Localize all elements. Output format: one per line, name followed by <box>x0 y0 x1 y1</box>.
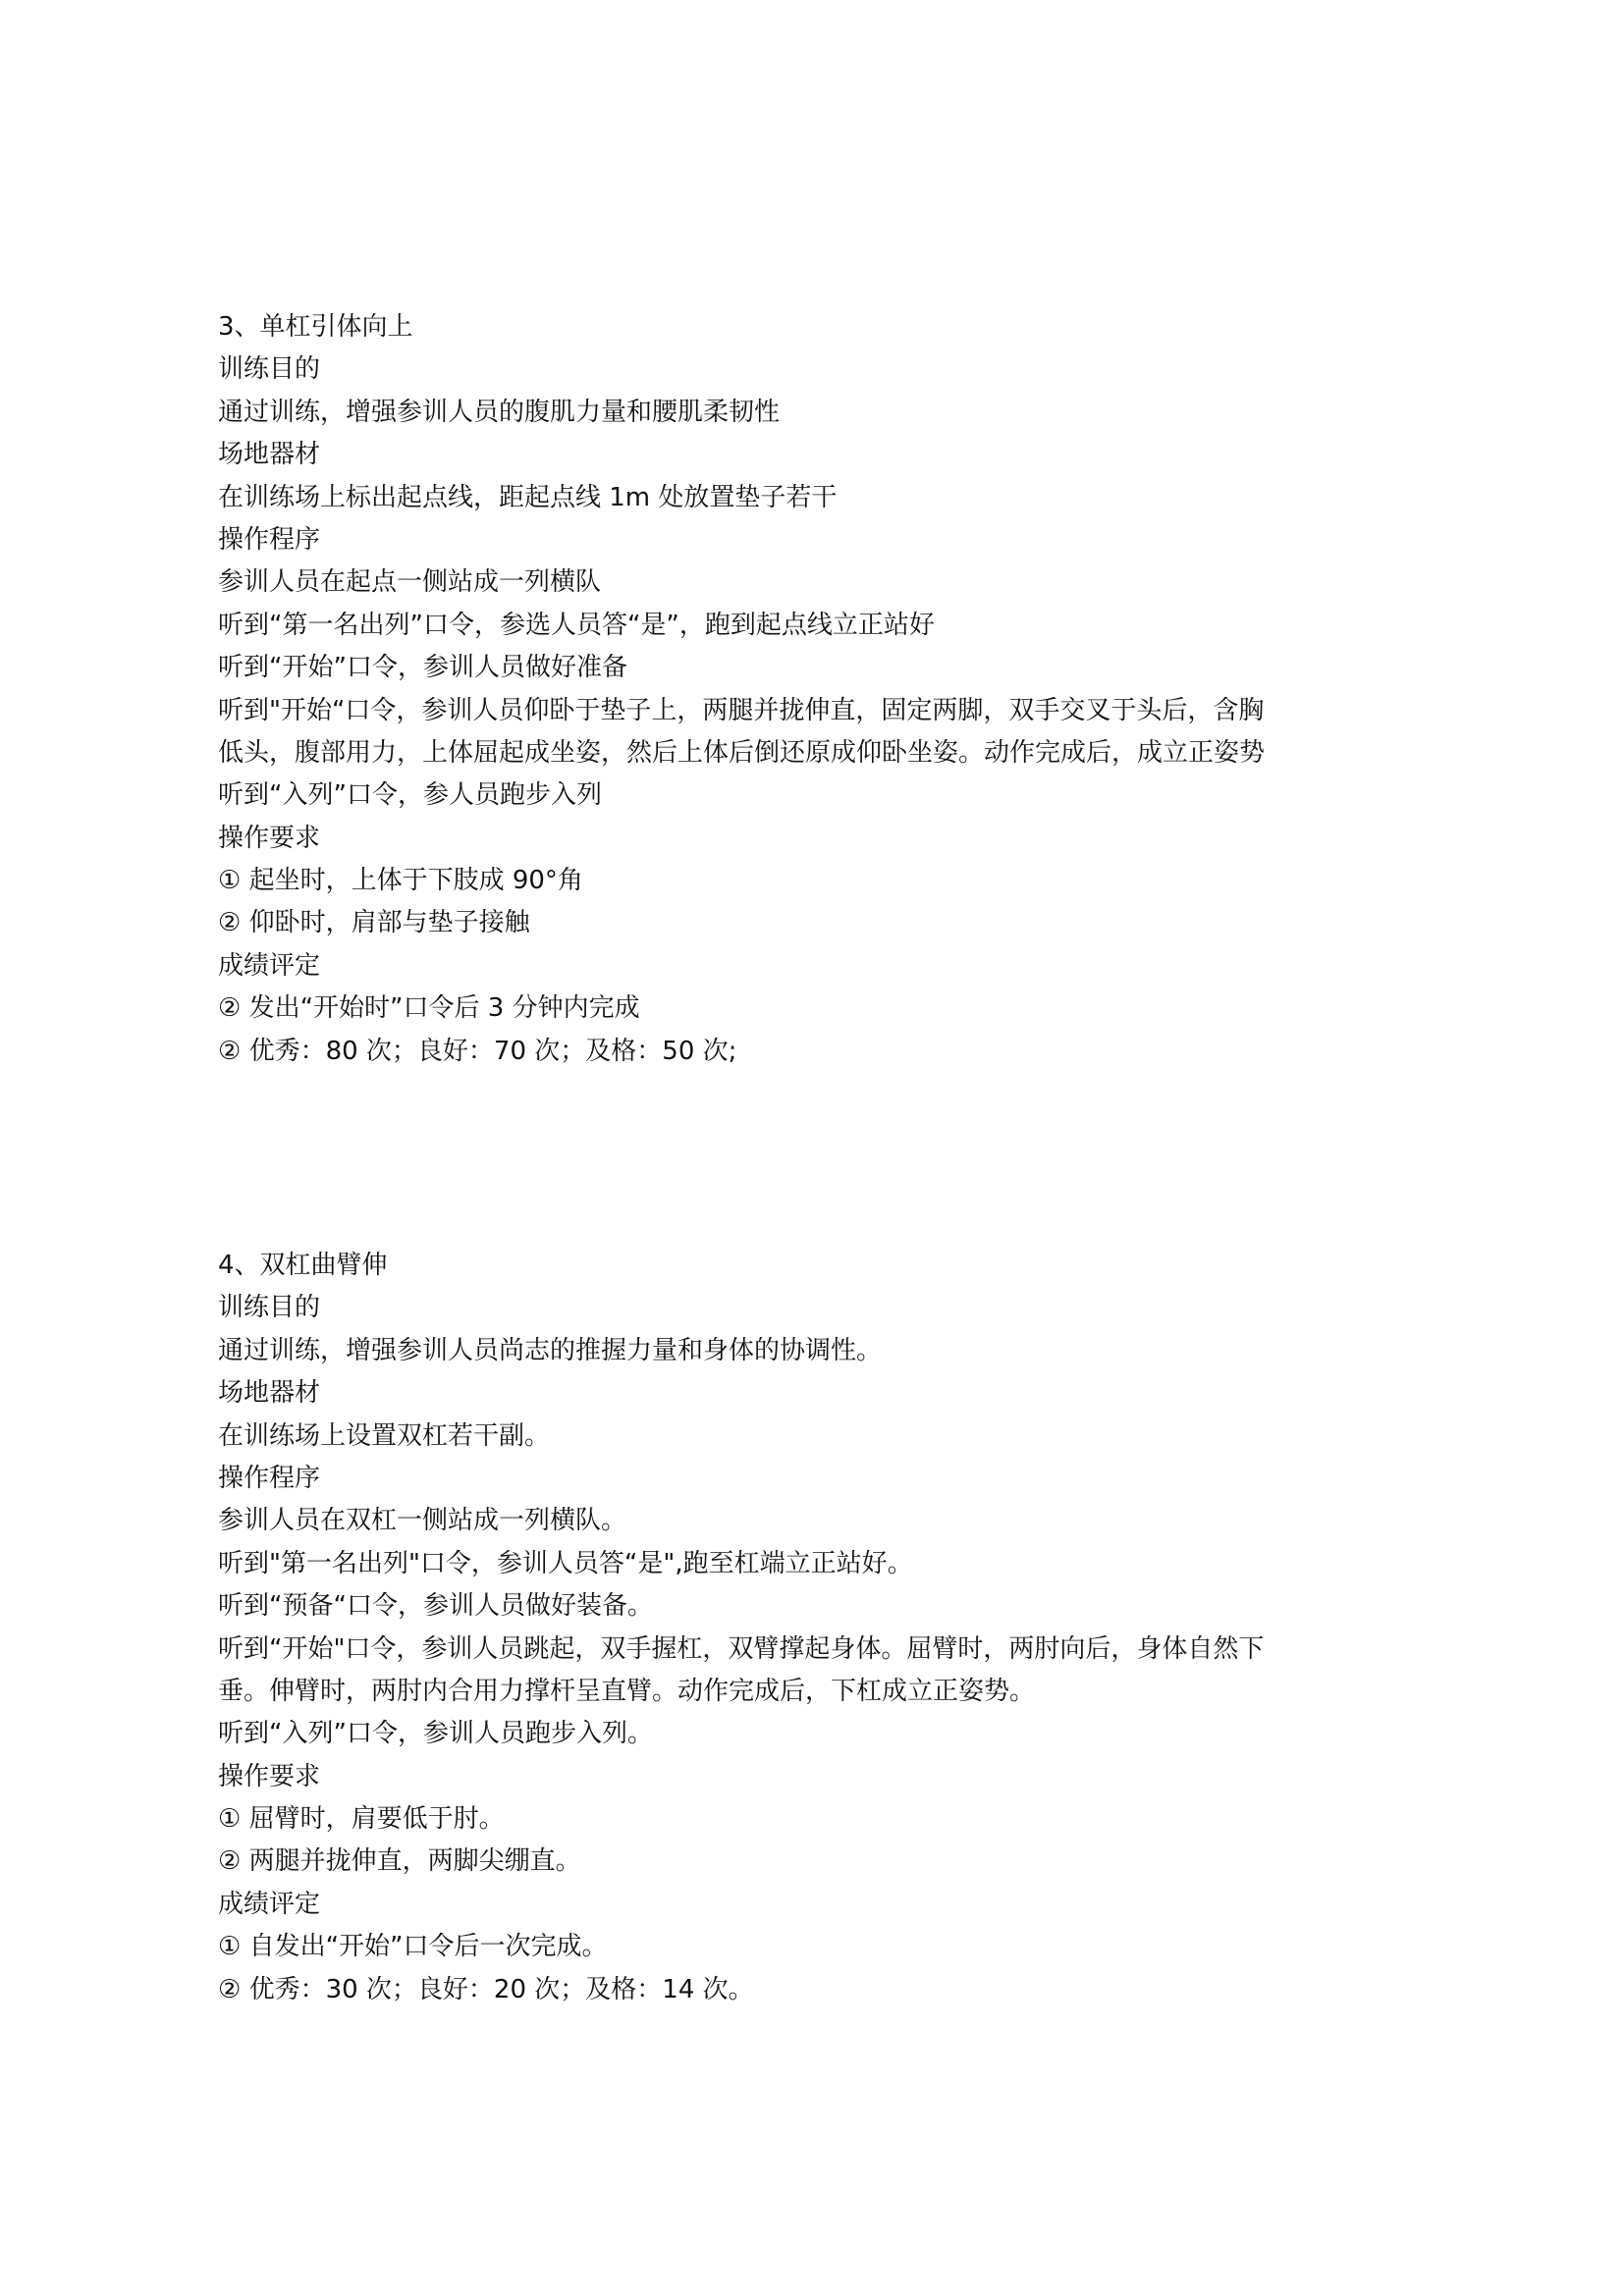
scoring-item: ② 发出“开始时”口令后 3 分钟内完成 <box>218 993 640 1024</box>
section-title: 3、单杠引体向上 <box>218 312 413 342</box>
requirement-item: ① 屈臂时，肩要低于肘。 <box>218 1804 505 1835</box>
procedure-step: 参训人员在双杠一侧站成一列横队。 <box>218 1506 627 1536</box>
requirements-heading: 操作要求 <box>218 1761 321 1791</box>
scoring-heading: 成绩评定 <box>218 1889 321 1919</box>
procedure-step: 听到“开始”口令，参训人员做好准备 <box>218 653 627 683</box>
requirements-heading: 操作要求 <box>218 823 321 853</box>
equipment-text: 在训练场上标出起点线，距起点线 1m 处放置垫子若干 <box>218 482 838 512</box>
procedure-step: 听到“开始"口令，参训人员跳起，双手握杠，双臂撑起身体。屈臂时，两肘向后，身体自然下 <box>218 1633 1265 1664</box>
procedure-step: 听到“第一名出列”口令，参选人员答“是”，跑到起点线立正站好 <box>218 610 935 640</box>
scoring-item: ② 优秀：80 次；良好：70 次；及格：50 次; <box>218 1036 737 1066</box>
procedure-step-continued: 低头，腹部用力，上体屈起成坐姿，然后上体后倒还原成仰卧坐姿。动作完成后，成立正姿势 <box>218 737 1266 768</box>
procedure-step: 听到"第一名出列"口令，参训人员答“是",跑至杠端立正站好。 <box>218 1548 913 1578</box>
procedure-step-continued: 垂。伸臂时，两肘内合用力撑杆呈直臂。动作完成后，下杠成立正姿势。 <box>218 1676 1036 1706</box>
scoring-heading: 成绩评定 <box>218 950 321 981</box>
procedure-step: 听到"开始“口令，参训人员仰卧于垫子上，两腿并拢伸直，固定两脚，双手交叉于头后，含胸 <box>218 695 1265 725</box>
requirement-item: ② 仰卧时，肩部与垫子接触 <box>218 908 530 938</box>
scoring-item: ① 自发出“开始”口令后一次完成。 <box>218 1932 608 1962</box>
section-title: 4、双杠曲臂伸 <box>218 1251 388 1280</box>
procedure-step: 听到“入列”口令，参人员跑步入列 <box>218 780 602 811</box>
procedure-step: 听到“预备“口令，参训人员做好装备。 <box>218 1591 653 1622</box>
scoring-item: ② 优秀：30 次；良好：20 次；及格：14 次。 <box>218 1974 754 2004</box>
procedure-heading: 操作程序 <box>218 524 321 555</box>
procedure-heading: 操作程序 <box>218 1463 321 1493</box>
equipment-text: 在训练场上设置双杠若干副。 <box>218 1420 551 1451</box>
goal-heading: 训练目的 <box>218 1293 321 1323</box>
equipment-heading: 场地器材 <box>218 440 321 470</box>
goal-text: 通过训练，增强参训人员的腹肌力量和腰肌柔韧性 <box>218 397 781 427</box>
section-parallel-bar-dip <box>218 1245 1435 2011</box>
procedure-step: 参训人员在起点一侧站成一列横队 <box>218 567 602 598</box>
equipment-heading: 场地器材 <box>218 1378 321 1409</box>
goal-heading: 训练目的 <box>218 354 321 385</box>
requirement-item: ② 两腿并拢伸直，两脚尖绷直。 <box>218 1846 581 1877</box>
section-pull-up <box>218 306 1435 1073</box>
requirement-item: ① 起坐时，上体于下肢成 90°角 <box>218 866 583 896</box>
procedure-step: 听到“入列”口令，参训人员跑步入列。 <box>218 1719 653 1749</box>
goal-text: 通过训练，增强参训人员尚志的推握力量和身体的协调性。 <box>218 1335 883 1365</box>
